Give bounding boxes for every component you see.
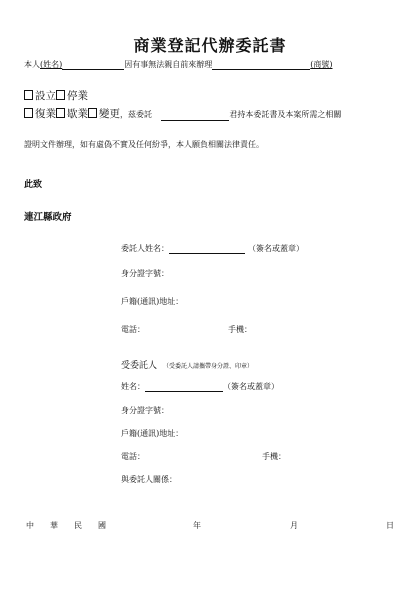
- shop-field-label: (商號): [310, 60, 333, 69]
- entrust-text: ，茲委託: [120, 110, 152, 119]
- agent-name-row: [121, 381, 279, 392]
- date-roc-1: 中: [26, 521, 34, 530]
- agent-address-label: 戶籍(通訊)地址：: [121, 429, 184, 438]
- salutation: 此致: [24, 180, 43, 190]
- agent-name-label: 姓名：: [121, 382, 145, 391]
- options-row-2: [24, 106, 341, 121]
- date-roc-4: 國: [98, 521, 106, 530]
- checkbox-establish[interactable]: [24, 90, 33, 100]
- agent-sign-note: （簽名或蓋章）: [223, 382, 279, 391]
- principal-name-row: [121, 243, 304, 254]
- option-close[interactable]: [56, 108, 88, 120]
- agent-name-blank[interactable]: [161, 111, 229, 121]
- option-establish[interactable]: [24, 90, 56, 102]
- declaration-line: [24, 59, 333, 70]
- name-field-label: (姓名): [40, 60, 63, 69]
- document-title: 商業登記代辦委託書: [133, 36, 287, 55]
- option-change-label: 變更: [99, 108, 120, 120]
- agent-heading: 受委託人: [121, 361, 158, 371]
- agent-heading-row: [121, 358, 253, 371]
- option-suspend-label: 停業: [67, 90, 88, 102]
- principal-mobile-label: 手機：: [228, 325, 252, 334]
- checkbox-change[interactable]: [88, 108, 97, 118]
- date-day: 日: [386, 521, 394, 530]
- option-resume[interactable]: [24, 108, 56, 120]
- principal-name-label: 委託人姓名：: [121, 244, 169, 253]
- principal-address-label: 戶籍(通訊)地址：: [121, 297, 184, 306]
- principal-id-label: 身分證字號：: [121, 269, 169, 278]
- options-row-1: [24, 88, 88, 103]
- principal-name-blank[interactable]: [169, 244, 245, 254]
- agent-heading-note: （受委託人請攜帶身分證、印章）: [163, 363, 254, 370]
- shop-blank[interactable]: [212, 60, 310, 70]
- checkbox-close[interactable]: [56, 108, 65, 118]
- option-establish-label: 設立: [35, 90, 56, 102]
- declaration-middle: 因有事無法親自前來辦理: [124, 60, 213, 69]
- agent-id-label: 身分證字號：: [121, 406, 169, 415]
- agent-relation-label: 與委託人關係：: [121, 475, 177, 484]
- principal-sign-note: （簽名或蓋章）: [248, 244, 304, 253]
- option-close-label: 歇業: [67, 108, 88, 120]
- agent-phone-label: 電話：: [121, 452, 145, 461]
- date-roc-2: 華: [50, 521, 58, 530]
- name-blank[interactable]: [62, 60, 124, 70]
- date-month: 月: [290, 521, 298, 530]
- option-change[interactable]: [88, 108, 120, 120]
- recipient: 連江縣政府: [24, 212, 72, 223]
- liability-paragraph: 證明文件辦理，如有虛偽不實及任何紛爭，本人願負相關法律責任。: [24, 140, 264, 149]
- checkbox-resume[interactable]: [24, 108, 33, 118]
- agent-mobile-label: 手機：: [262, 452, 286, 461]
- option-resume-label: 復業: [35, 108, 56, 120]
- option-suspend[interactable]: [56, 90, 88, 102]
- checkbox-suspend[interactable]: [56, 90, 65, 100]
- agent-name-field[interactable]: [145, 382, 223, 392]
- entrust-tail: 君持本委託書及本案所需之相關: [229, 110, 342, 119]
- declaration-prefix: 本人: [24, 60, 40, 69]
- principal-phone-label: 電話：: [121, 325, 145, 334]
- date-year: 年: [193, 521, 201, 530]
- date-roc-3: 民: [74, 521, 82, 530]
